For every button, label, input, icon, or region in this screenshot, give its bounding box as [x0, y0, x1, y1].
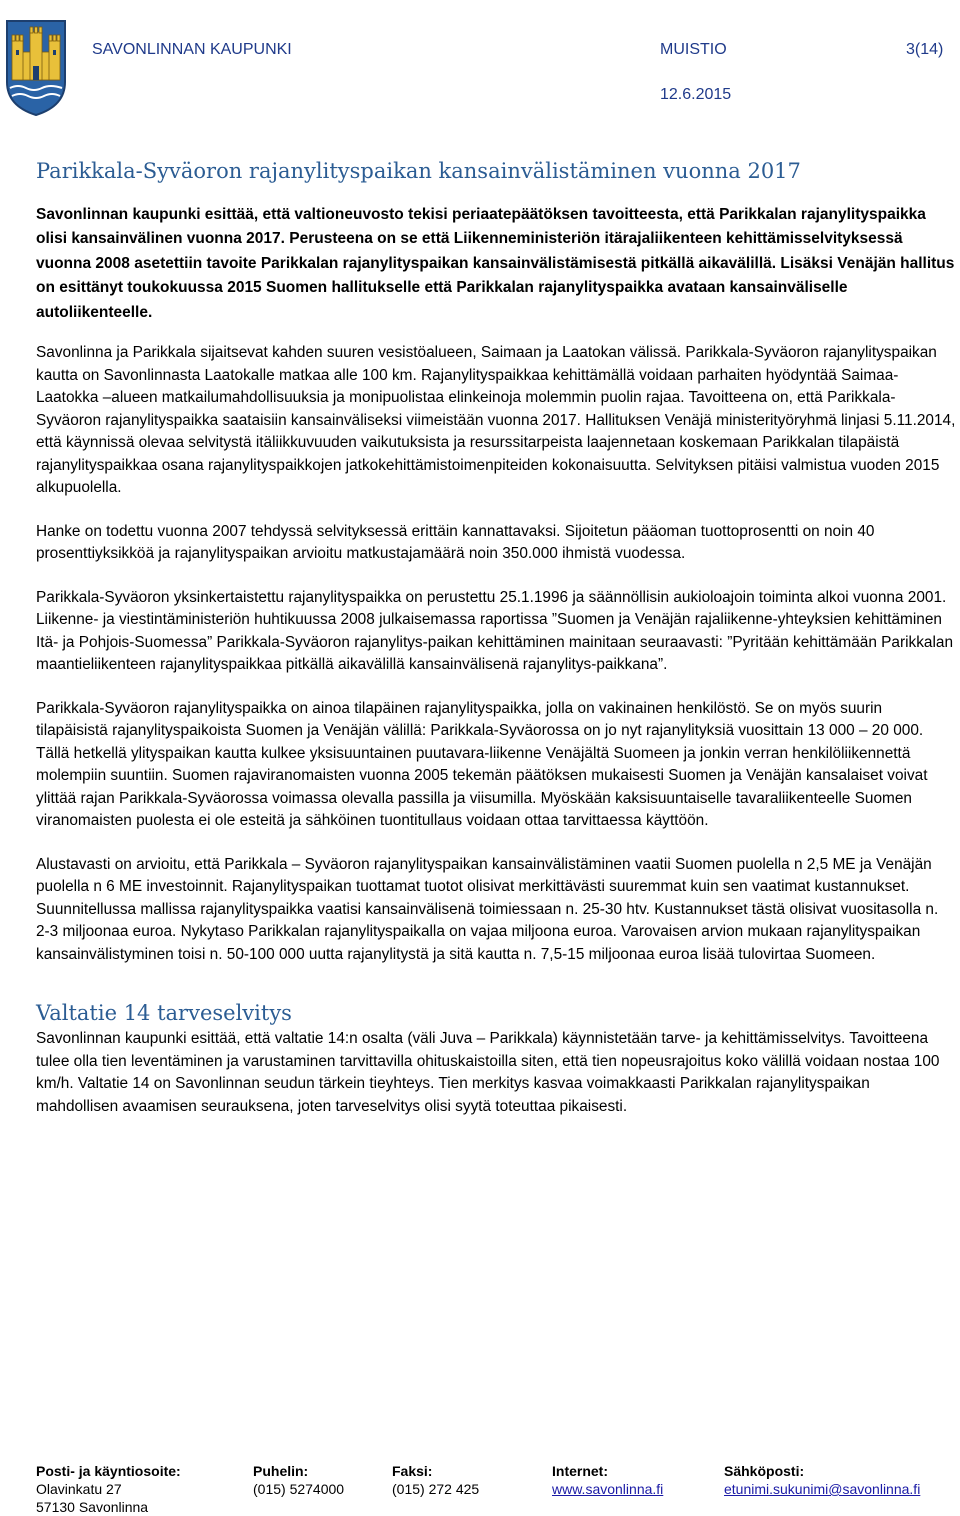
footer-phone: [253, 1462, 344, 1498]
body-paragraph: Savonlinna ja Parikkala sijaitsevat kahden suuren vesistöalueen, Saimaan ja Laatokan välissä. Parikkala-Syväoron rajanylityspaikan kautta on Savonlinnasta Laatokalle matkaa alle 100 km. Rajanylityspaikkaa kehittämällä voidaan parhaiten hyödyntää Saimaa-Laatokka –alueen matkailumahdollisuuksia ja monipuolistaa elinkeinoja molemmin puolin rajaa. Tavoitteena on, että Parikkala-Syväoron rajanylityspaikka saataisiin kansainväliseksi viimeistään vuonna 2017. Hallituksen Venäjä ministerityöryhmä linjasi 5.11.2014, että käynnissä olevaa selvitystä itäliikkuvuuden vaikutuksista ja resurssitarpeista laajennetaan koskemaan Parikkalan tilapäistä rajanylityspaikkaa osana rajanylityspaikkojen jatkokehittämistoimenpiteiden kokonaisuutta. Selvityksen pitäisi valmistua vuoden 2015 alkupuolella.: [36, 344, 956, 497]
footer-phone-value: (015) 5274000: [253, 1481, 345, 1497]
footer-fax-label: Faksi:: [392, 1463, 433, 1479]
document-body: [36, 156, 956, 1118]
footer-internet: [552, 1462, 663, 1498]
section-heading: Valtatie 14 tarveselvitys: [36, 1001, 292, 1026]
coat-of-arms-logo: [4, 18, 68, 118]
body-paragraph: Hanke on todettu vuonna 2007 tehdyssä selvityksessä erittäin kannattavaksi. Sijoitetun pääoman tuottoprosentti on noin 40 prosenttiyksikköä ja rajanylityspaikan arvioitu matkustajamäärä noin 350.000 ihmistä vuodessa.: [36, 522, 875, 563]
body-paragraph: Alustavasti on arvioitu, että Parikkala – Syväoron rajanylityspaikan kansainvälistäminen vaatii Suomen puolella n 2,5 ME ja Venäjän puolella n 6 ME investoinnit. Rajanylityspaikan tuottamat tuotot olisivat merkittävästi suuremmat kuin sen vaatimat kustannukset. Suunnitellussa mallissa rajanylityspaikka vaatisi kansainvälisenä toimiessaan n. 25-30 htv. Kustannukset tästä olisivat vuositasolla n. 2-3 miljoonaa euroa. Nykytaso Parikkalan rajanylityspaikalla on vajaa miljoona euroa. Varovaisen arvion mukaan rajanylityspaikan kansainvälistyminen toisi n. 50-100 000 uutta rajanylitystä ja sitä kautta n. 7,5-15 miljoonaa euroa lisää tulovirtaa Suomeen.: [36, 855, 939, 963]
footer-fax: [392, 1462, 479, 1498]
footer-address-postal: 57130 Savonlinna: [36, 1499, 149, 1515]
email-link[interactable]: etunimi.sukunimi@savonlinna.fi: [724, 1481, 921, 1497]
footer-address: [36, 1462, 181, 1516]
section-heading: Parikkala-Syväoron rajanylityspaikan kansainvälistäminen vuonna 2017: [36, 159, 801, 183]
document-date: 12.6.2015: [660, 86, 732, 103]
document-type: MUISTIO: [660, 41, 727, 58]
footer-fax-value: (015) 272 425: [392, 1481, 480, 1497]
footer-phone-label: Puhelin:: [253, 1463, 309, 1479]
footer-email-label: Sähköposti:: [724, 1463, 805, 1479]
body-paragraph: Parikkala-Syväoron rajanylityspaikka on ainoa tilapäinen rajanylityspaikka, jolla on vakinainen henkilöstö. Se on myös suurin tilapäisistä rajanylityspaikoista Suomen ja Venäjän välillä: Parikkala-Syväorossa on jo nyt rajanylityksiä vuosittain 13 000 – 20 000. Tällä hetkellä ylityspaikan kautta kulkee yksisuuntainen puutavara-liikenne Venäjältä Suomeen ja jonkin verran henkilöliikennettä molempiin suuntiin. Suomen rajaviranomaisten vuonna 2005 tekemän päätöksen mukaisesti Suomen ja Venäjän kansalaiset voivat ylittää rajan Parikkala-Syväorossa voimassa olevalla passilla ja viisumilla. Myöskään kaksisuuntaiselle tavaraliikenteelle Suomen viranomaisten puolesta ei ole esteitä ja sähköinen tuontitullaus voidaan ottaa tarvittaessa käyttöön.: [36, 699, 928, 830]
website-link[interactable]: www.savonlinna.fi: [552, 1481, 664, 1497]
footer-internet-label: Internet:: [552, 1463, 608, 1479]
organization-name: SAVONLINNAN KAUPUNKI: [92, 41, 292, 58]
body-paragraph: Savonlinnan kaupunki esittää, että valtatie 14:n osalta (väli Juva – Parikkala) käynnistetään tarve- ja kehittämisselvitys. Tavoitteena tulee olla tien leventäminen ja varustaminen tarvittavilla ohituskaistoilla siten, että tien nopeusrajoitus koko välillä voidaan nostaa 100 km/h. Valtatie 14 on Savonlinnan seudun tärkein tieyhteys. Tien merkitys kasvaa voimakkaasti Parikkalan rajanylityspaikan mahdollisen avaamisen seurauksena, joten tarveselvitys olisi syytä toteuttaa pikaisesti.: [36, 1030, 940, 1115]
footer-email: [724, 1462, 920, 1498]
body-paragraph: Parikkala-Syväoron yksinkertaistettu rajanylityspaikka on perustettu 25.1.1996 ja säännöllisin aukioloajoin toiminta alkoi vuonna 2001. Liikenne- ja viestintäministeriön huhtikuussa 2008 julkaisemassa raportissa ”Suomen ja Venäjän rajaliikenne-yhteyksien kehittäminen Itä- ja Pohjois-Suomessa” Parikkala-Syväoron rajanylitys-paikan kehittäminen mainitaan seuraavasti: ”Pyritään kehittämään Parikkalan maantieliikenteen rajanylityspaikkaa pitkällä aikavälillä kansainvälisenä rajanylitys-paikkana”.: [36, 588, 954, 674]
page-number: 3(14): [906, 41, 944, 58]
lead-paragraph: Savonlinnan kaupunki esittää, että valtioneuvosto tekisi periaatepäätöksen tavoitteesta, että Parikkalan rajanylityspaikka olisi kansainvälinen vuonna 2017. Perusteena on se että Liikenneministeriön itärajaliikenteen kehittämisselvityksessä vuonna 2008 asetettiin tavoite Parikkalan rajanylityspaikan kansainvälistämisestä pitkällä aikavälillä. Lisäksi Venäjän hallitus on esittänyt toukokuussa 2015 Suomen hallitukselle että Parikkalan rajanylityspaikka avataan kansainväliselle autoliikenteelle.: [36, 206, 955, 321]
footer-address-label: Posti- ja käyntiosoite:: [36, 1463, 181, 1479]
footer-address-street: Olavinkatu 27: [36, 1481, 122, 1497]
